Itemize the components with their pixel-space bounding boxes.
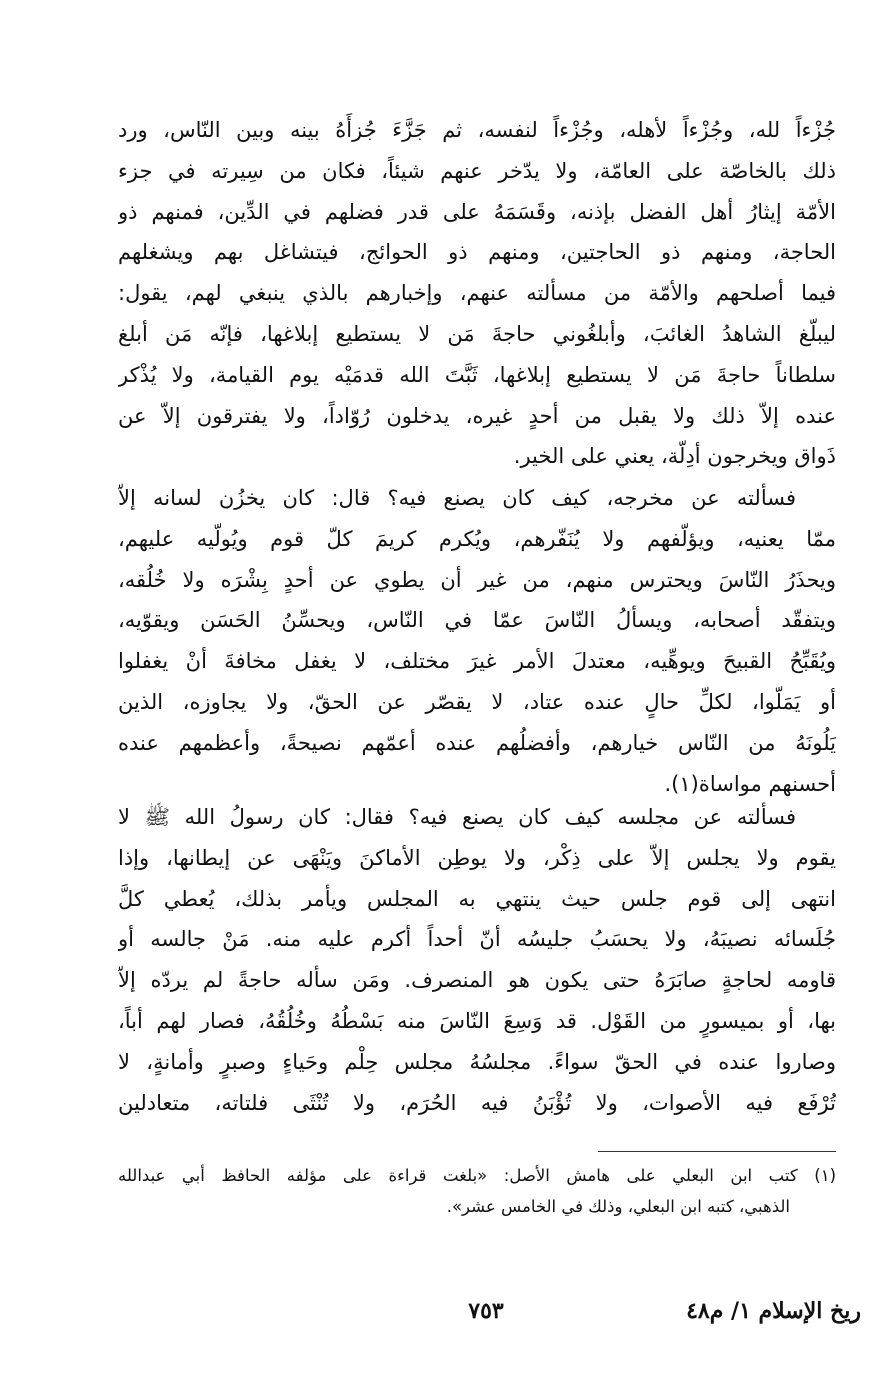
footnote-line: (١) كتب ابن البعلي على هامش الأصل: «بلغت قراءة على مؤلفه الحافظ أبي عبدالله [118, 1166, 836, 1185]
text-line: ويتفقّد أصحابه، ويسألُ النّاسَ عمّا في النّاس، ويحسِّنُ الحَسَن ويقوّيه، [118, 608, 836, 633]
text-line: ويُقَبِّحُ القبيحَ ويوهِّيه، معتدلَ الأمر غيرَ مختلف، لا يغفل مخافةَ أنْ يغفلوا [118, 649, 836, 674]
text-line: قاومه لحاجةٍ صابَرَهُ حتى يكون هو المنصرف. ومَن سأله حاجةً لم يردّه إلاّ [118, 968, 836, 993]
footnote-separator [598, 1151, 836, 1152]
running-title: ريخ الإسلام ١/ م٤٨ [686, 1298, 861, 1324]
text-line: تُرْفَع فيه الأصوات، ولا تُؤْبَنُ فيه الحُرَم، ولا تُنْثَى فلتاته، متعادلين [118, 1090, 836, 1115]
text-line: وصاروا عنده في الحقّ سواءً. مجلسُهُ مجلس حِلْم وحَياءٍ وصبرٍ وأمانةٍ، لا [118, 1049, 836, 1074]
page-number: ٧٥٣ [468, 1298, 504, 1324]
text-line: الأمّة إيثارُ أهل الفضل بإذنه، وقَسَمَهُ على قدر فضلهم في الدِّين، فمنهم ذو [118, 199, 836, 224]
text-line: أو يَمَلّوا، لكلِّ حالٍ عنده عتاد، لا يقصّر عن الحقّ، ولا يجاوزه، الذين [118, 689, 836, 714]
text-line: ليبلّغ الشاهدُ الغائبَ، وأبلغُوني حاجةَ مَن لا يستطيع إبلاغها، فإنّه مَن أبلغ [118, 321, 836, 346]
text-line: بها، أو بميسورٍ من القَوْل. قد وَسِعَ النّاسَ منه بَسْطُهُ وخُلُقُهُ، فصار لهم أباً، [118, 1008, 836, 1033]
text-line: ويحذَرُ النّاسَ ويحترس منهم، من غير أن يطوي عن أحدٍ بِشْرَه ولا خُلُقه، [118, 567, 836, 592]
paragraph-1 [118, 110, 836, 477]
text-line: سلطاناً حاجةَ مَن لا يستطيع إبلاغها، ثَبَّتَ الله قدمَيْه يوم القيامة، ولا يُذْكر [118, 362, 836, 387]
text-line: يَلُونَهُ من النّاس خيارهم، وأفضلُهم عنده أعمّهم نصيحةً، وأعظمهم عنده [118, 730, 836, 755]
text-line: جُلَسائه نصيبَهُ، ولا يحسَبُ جليسُه أنّ أحداً أكرم عليه منه. مَنْ جالسه أو [118, 927, 836, 952]
text-line: فسألته عن مخرجه، كيف كان يصنع فيه؟ قال: كان يخزُن لسانه إلاّ [118, 486, 796, 510]
text-line: فسألته عن مجلسه كيف كان يصنع فيه؟ فقال: كان رسولُ الله ﷺ لا [118, 805, 796, 829]
text-line: ممّا يعنيه، ويؤلّفهم ولا يُنَفّرهم، ويُكرم كريمَ كلّ قوم ويُولّيه عليهم، [118, 526, 836, 551]
text-line: يقوم ولا يجلس إلاّ على ذِكْر، ولا يوطِن الأماكنَ ويَنْهَى عن إيطانها، وإذا [118, 845, 836, 870]
paragraph-3 [118, 797, 836, 1123]
text-line: أحسنهم مواساة(١). [664, 771, 836, 796]
text-line: فيما أصلحهم والأمّة من مسألته عنهم، وإخبارهم بالذي ينبغي لهم، يقول: [118, 281, 836, 306]
text-line: ذَواق ويخرجون أدِلّة، يعني على الخير. [513, 444, 836, 469]
text-line: عنده إلاّ ذلك ولا يقبل من أحدٍ غيره، يدخلون رُوّاداً، ولا يفترقون إلاّ عن [118, 403, 836, 428]
text-line: ذلك بالخاصّة على العامّة، ولا يدّخر عنهم شيئاً، فكان من سِيرته في جزء [118, 158, 836, 183]
footnote [118, 1160, 836, 1222]
paragraph-2 [118, 478, 836, 804]
footnote-line: الذهبي، كتبه ابن البعلي، وذلك في الخامس عشر». [446, 1197, 790, 1216]
text-line: الحاجة، ومنهم ذو الحاجتين، ومنهم ذو الحوائج، فيتشاغل بهم ويشغلهم [118, 240, 836, 265]
text-line: جُزْءاً لله، وجُزْءاً لأهله، وجُزْءاً لنفسه، ثم جَزَّءَ جُزأَهُ بينه وبين النّاس، ورد [118, 118, 836, 142]
text-line: انتهى إلى قوم جلس حيث ينتهي به المجلس ويأمر بذلك، يُعطي كلَّ [118, 886, 836, 911]
